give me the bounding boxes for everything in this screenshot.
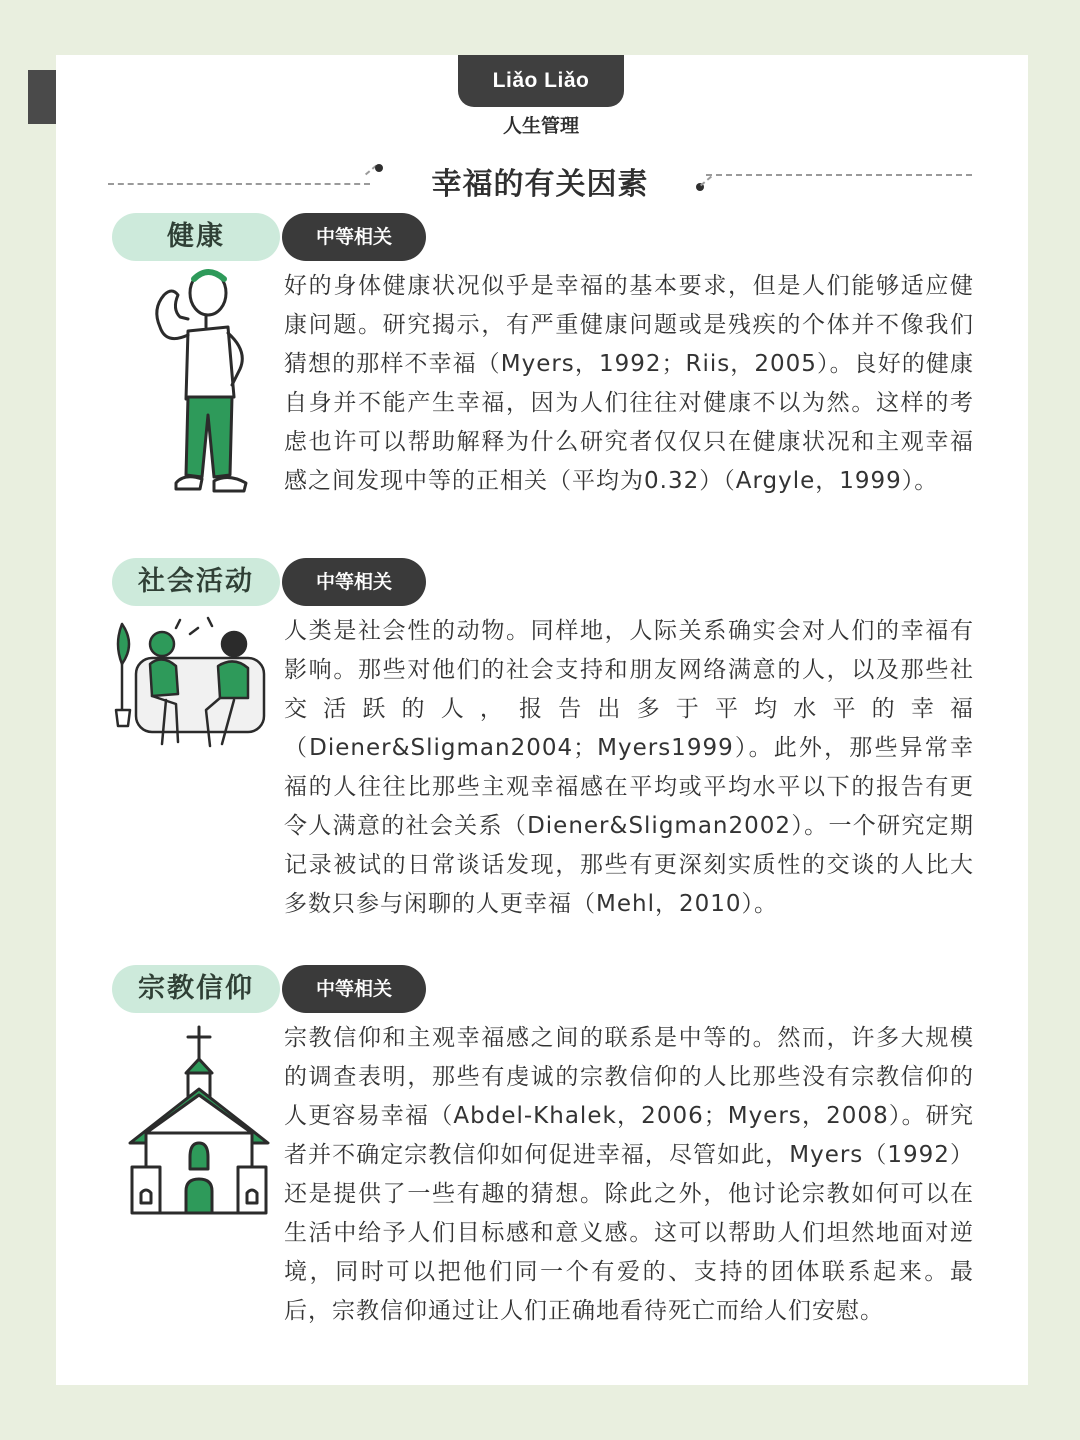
section-body-text: 宗教信仰和主观幸福感之间的联系是中等的。然而，许多大规模的调查表明，那些有虔诚的宗教信仰的人比那些没有宗教信仰的人更容易幸福（Abdel-Khalek，2006；Myers，2008）。研究者并不确定宗教信仰如何促进幸福，尽管如此，Myers（1992）还是提供了一些有趣的猜想。除此之外，他讨论宗教如何可以在生活中给予人们目标感和意义感。这可以帮助人们坦然地面对逆境，同时可以把他们同一个有爱的、支持的团体联系起来。最后，宗教信仰通过让人们正确地看待死亡而给人们安慰。 [284, 1025, 974, 1324]
section-name-pill: 宗教信仰 [112, 965, 280, 1013]
content-card [56, 55, 1028, 1385]
flexing-man-icon [136, 265, 266, 505]
correlation-tag: 中等相关 [282, 965, 426, 1013]
title-divider-right-tip [700, 176, 712, 187]
section-body-text: 好的身体健康状况似乎是幸福的基本要求，但是人们能够适应健康问题。研究揭示，有严重健康问题或是残疾的个体并不像我们猜想的那样不幸福（Myers，1992；Riis，2005）。良好的健康自身并不能产生幸福，因为人们往往对健康不以为然。这样的考虑也许可以帮助解释为什么研究者仅仅只在健康状况和主观幸福感之间发现中等的正相关（平均为0.32）（Argyle，1999）。 [284, 273, 974, 494]
page-title: 幸福的有关因素 [431, 167, 649, 202]
title-divider-right [706, 174, 972, 176]
brand-subtitle: 人生管理 [502, 115, 579, 137]
brand-logo: Liǎo Liǎo [458, 55, 624, 107]
side-tab-marker [28, 70, 56, 124]
section-name-pill: 社会活动 [112, 558, 280, 606]
section-body-text: 人类是社会性的动物。同样地，人际关系确实会对人们的幸福有影响。那些对他们的社会支持和朋友网络满意的人，以及那些社交活跃的人，报告出多于平均水平的幸福（Diener&Sligman2004；Myers1999）。此外，那些异常幸福的人往往比那些主观幸福感在平均或平均水平以下的报告有更令人满意的社会关系（Diener&Sligman2002）。一个研究定期记录被试的日常谈话发现，那些有更深刻实质性的交谈的人比大多数只参与闲聊的人更幸福（Mehl，2010）。 [284, 618, 974, 917]
two-friends-talking-icon [106, 614, 276, 764]
section-name-pill: 健康 [112, 213, 280, 261]
correlation-tag: 中等相关 [282, 213, 426, 261]
divider-dot-left [375, 164, 383, 172]
correlation-tag: 中等相关 [282, 558, 426, 606]
church-icon [124, 1025, 274, 1217]
title-divider-left [108, 183, 370, 185]
